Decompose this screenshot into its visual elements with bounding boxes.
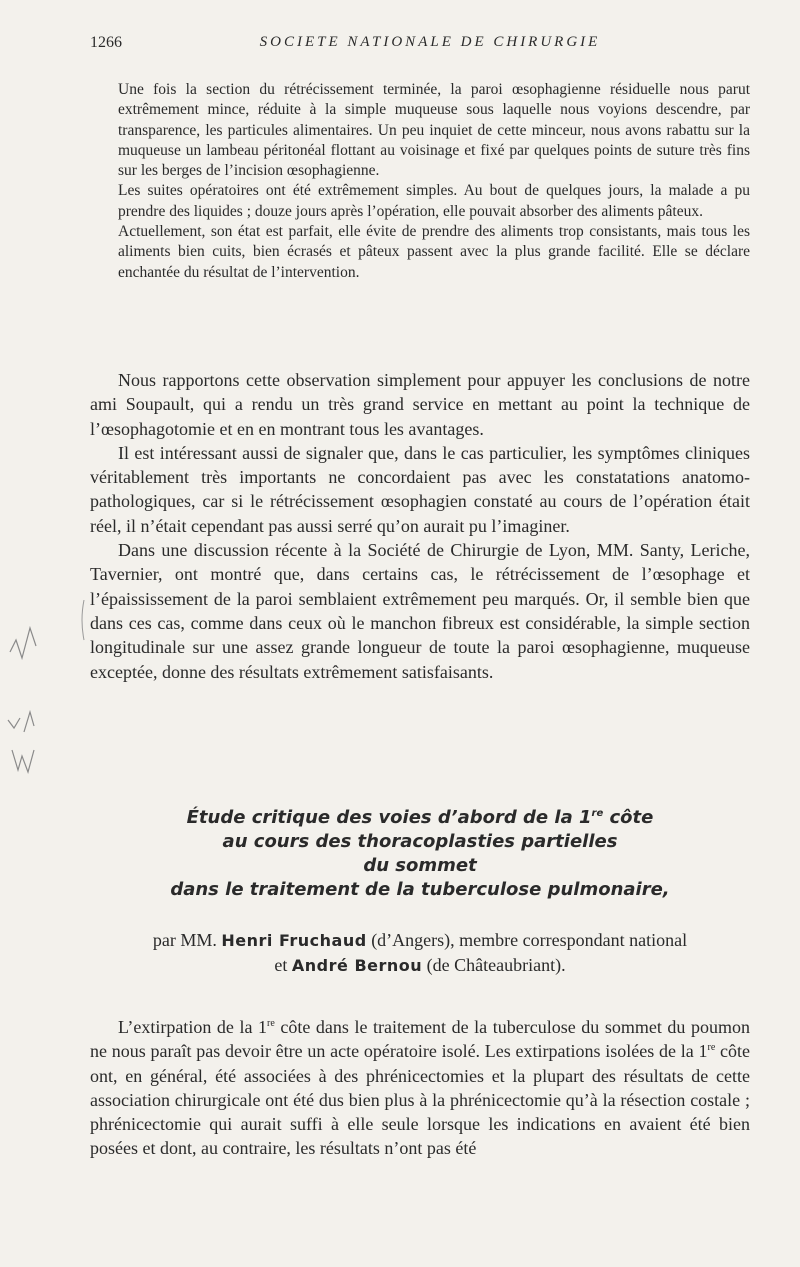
author-name: Henri Fruchaud xyxy=(221,931,367,950)
title-line: au cours des thoracoplasties partielles xyxy=(222,831,618,852)
observation-text xyxy=(118,80,750,283)
title-line: Étude critique des voies d’abord de la 1re côte xyxy=(186,807,654,828)
observation-paragraph: Une fois la section du rétrécissement terminée, la paroi œsophagienne résiduelle nous parut extrêmement mince, réduite à la simple muqueuse sous laquelle nous voyions descendre, par transparence, les particules alimentaires. Un peu inquiet de cette minceur, nous avons rabattu sur la muqueuse un lambeau péritonéal flottant au voisinage et fixé par quelques points de suture très fins sur les berges de l’incision œsophagienne. xyxy=(118,81,750,180)
observation-paragraph: Les suites opératoires ont été extrêmement simples. Au bout de quelques jours, la malade a pu prendre des liquides ; douze jours après l’opération, elle pouvait absorber des aliments pâteux. xyxy=(118,182,750,220)
author-name: André Bernou xyxy=(291,956,423,975)
article-title xyxy=(90,806,750,902)
title-line: dans le traitement de la tuberculose pulmonaire, xyxy=(170,879,670,900)
title-line: du sommet xyxy=(363,855,477,876)
observation-paragraph: Actuellement, son état est parfait, elle évite de prendre des aliments trop consistants, mais tous les aliments bien cuits, bien écrasés et pâteux passent avec la plus grande facilité. Elle se déclare enchantée du résultat de l’intervention. xyxy=(118,223,750,281)
page-number: 1266 xyxy=(90,34,122,51)
article-body xyxy=(90,1015,750,1161)
pencil-annotation-icon xyxy=(0,600,90,800)
discussion-paragraph: Nous rapportons cette observation simplement pour appuyer les conclusions de notre ami Soupault, qui a rendu un très grand service en mettant au point la technique de l’œsophagotomie et en en montrant tous les avantages. xyxy=(90,370,750,439)
byline: par MM. Henri Fruchaud (d’Angers), membre correspondant national et André Bernou (de Châteaubriant). xyxy=(152,930,688,975)
discussion-text xyxy=(90,368,750,684)
page-header xyxy=(90,34,750,58)
running-title: SOCIETE NATIONALE DE CHIRURGIE xyxy=(259,34,601,50)
discussion-paragraph: Dans une discussion récente à la Société de Chirurgie de Lyon, MM. Santy, Leriche, Tavernier, ont montré que, dans certains cas, le rétrécissement de l’œsophage et l’épaississement de la paroi semblaient extrêmement peu marqués. Or, il semble bien que dans ces cas, comme dans ceux où le manchon fibreux est considérable, la simple section longitudinale sur une assez grande longueur de toute la paroi œsophagienne, muqueuse exceptée, donne des résultats extrêmement satisfaisants. xyxy=(90,540,750,682)
discussion-paragraph: Il est intéressant aussi de signaler que, dans le cas particulier, les symptômes cliniques véritablement très importants ne concordaient pas avec les constatations anatomo-pathologiques, car si le rétrécissement œsophagien constaté au cours de l’opération était réel, il n’était cependant pas aussi serré qu’on aurait pu l’imaginer. xyxy=(90,442,750,536)
article-paragraph: L’extirpation de la 1re côte dans le traitement de la tuberculose du sommet du poumon ne nous paraît pas devoir être un acte opératoire isolé. Les extirpations isolées de la 1re côte ont, en général, été associées à des phrénicectomies et la plupart des résultats de cette association chirurgicale ont été dus bien plus à la phrénicectomie qu’à la résection costale ; phrénicectomie qui aurait suffi à elle seule lorsque les indications en avaient été bien posées et dont, au contraire, les résultats n’ont pas été xyxy=(90,1017,750,1159)
